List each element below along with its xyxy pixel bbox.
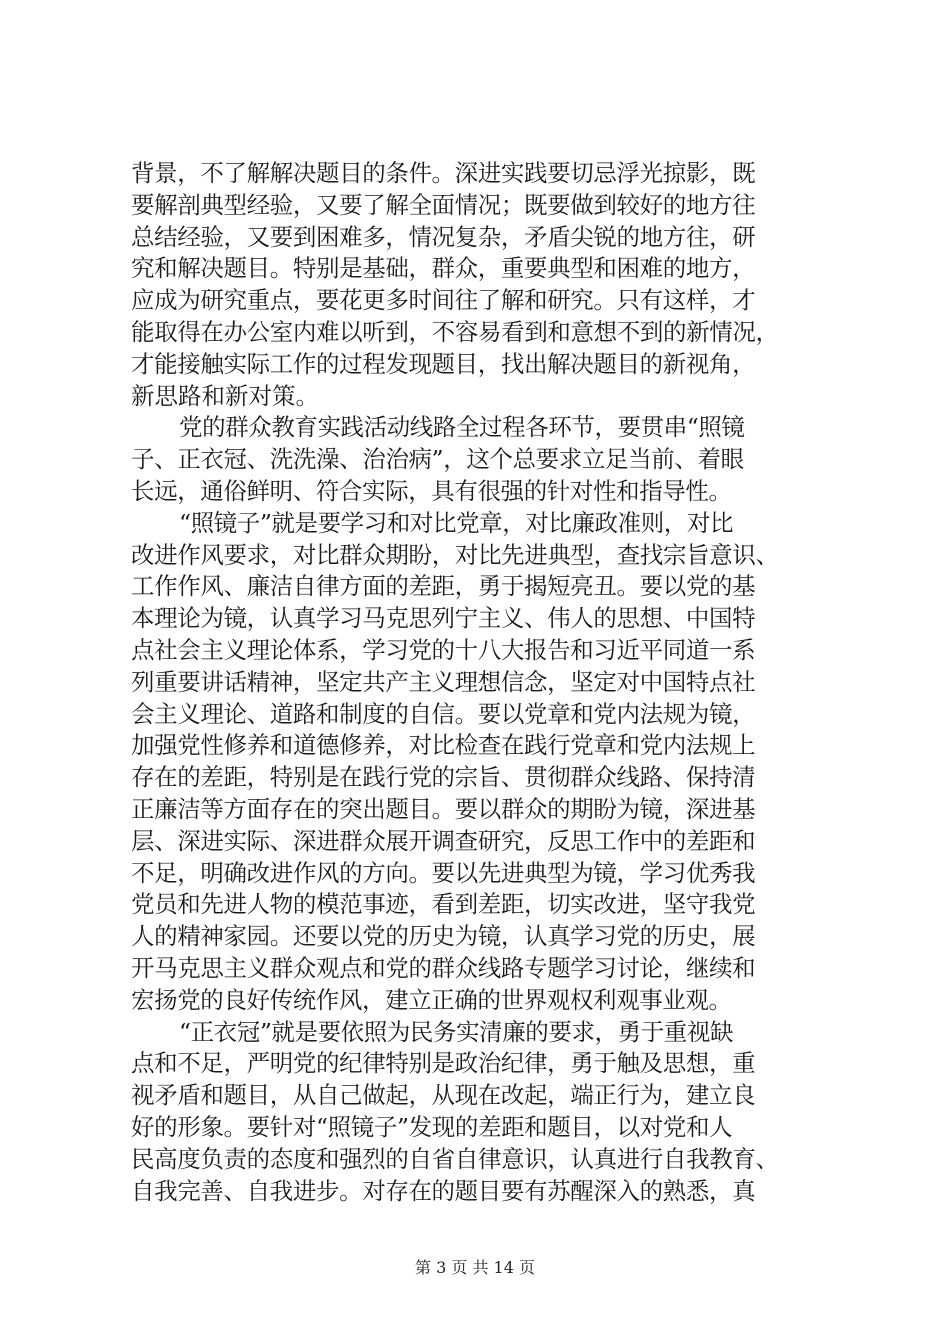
text-line: 总结经验，又要到困难多，情况复杂，矛盾尖锐的地方往，研 — [131, 222, 756, 251]
text-line: 好的形象。要针对“照镜子”发现的差距和题目，以对党和人 — [131, 1112, 733, 1141]
text-line: 党的群众教育实践活动线路全过程各环节，要贯串“照镜 — [179, 413, 745, 442]
text-line: 开马克思主义群众观点和党的群众线路专题学习讨论，继续和 — [131, 953, 756, 982]
text-line: 工作作风、廉洁自律方面的差距，勇于揭短亮丑。要以党的基 — [131, 572, 756, 601]
text-line: 能取得在办公室内难以听到，不容易看到和意想不到的新情况， — [131, 317, 779, 346]
page-footer: 第 3 页 共 14 页 — [415, 1258, 535, 1277]
text-line: 究和解决题目。特别是基础，群众，重要典型和困难的地方， — [131, 254, 756, 283]
text-line: 党员和先进人物的模范事迹，看到差距，切实改进，坚守我党 — [131, 890, 756, 919]
text-line: 改进作风要求，对比群众期盼，对比先进典型，查找宗旨意识、 — [131, 540, 779, 569]
text-line: 层、深进实际、深进群众展开调查研究，反思工作中的差距和 — [131, 826, 756, 855]
text-line: 存在的差距，特别是在践行党的宗旨、贯彻群众线路、保持清 — [131, 763, 756, 792]
text-line: 人的精神家园。还要以党的历史为镜，认真学习党的历史，展 — [131, 922, 756, 951]
text-line: 新思路和新对策。 — [131, 381, 319, 410]
text-line: 正廉洁等方面存在的突出题目。要以群众的期盼为镜，深进基 — [131, 794, 756, 823]
text-line: 应成为研究重点，要花更多时间往了解和研究。只有这样，才 — [131, 286, 756, 315]
text-line: “照镜子”就是要学习和对比党章，对比廉政准则，对比 — [179, 508, 734, 537]
text-line: 本理论为镜，认真学习马克思列宁主义、伟人的思想、中国特 — [131, 604, 756, 633]
text-line: 点和不足，严明党的纪律特别是政治纪律，勇于触及思想，重 — [131, 1049, 756, 1078]
text-line: 自我完善、自我进步。对存在的题目要有苏醒深入的熟悉，真 — [131, 1176, 756, 1205]
text-line: 列重要讲话精神，坚定共产主义理想信念，坚定对中国特点社 — [131, 667, 756, 696]
body-text — [131, 158, 831, 1207]
text-line: 点社会主义理论体系，学习党的十八大报告和习近平同道一系 — [131, 635, 756, 664]
text-line: 民高度负责的态度和强烈的自省自律意识，认真进行自我教育、 — [131, 1144, 779, 1173]
text-line: 会主义理论、道路和制度的自信。要以党章和党内法规为镜， — [131, 699, 756, 728]
text-line: 加强党性修养和道德修养，对比检查在践行党章和党内法规上 — [131, 731, 756, 760]
text-line: 不足，明确改进作风的方向。要以先进典型为镜，学习优秀我 — [131, 858, 756, 887]
text-line: 宏扬党的良好传统作风，建立正确的世界观权利观事业观。 — [131, 985, 732, 1014]
text-line: 才能接触实际工作的过程发现题目，找出解决题目的新视角， — [131, 349, 756, 378]
text-line: 要解剖典型经验，又要了解全面情况；既要做到较好的地方往 — [131, 190, 756, 219]
text-line: 视矛盾和题目，从自己做起，从现在改起，端正行为，建立良 — [131, 1081, 756, 1110]
text-line: 背景，不了解解决题目的条件。深进实践要切忌浮光掠影，既 — [131, 159, 756, 187]
text-line: 长远，通俗鲜明、符合实际，具有很强的针对性和指导性。 — [131, 476, 732, 505]
text-line: 子、正衣冠、洗洗澡、治治病”，这个总要求立足当前、着眼 — [131, 445, 744, 474]
text-line: “正衣冠”就是要依照为民务实清廉的要求，勇于重视缺 — [179, 1017, 734, 1046]
